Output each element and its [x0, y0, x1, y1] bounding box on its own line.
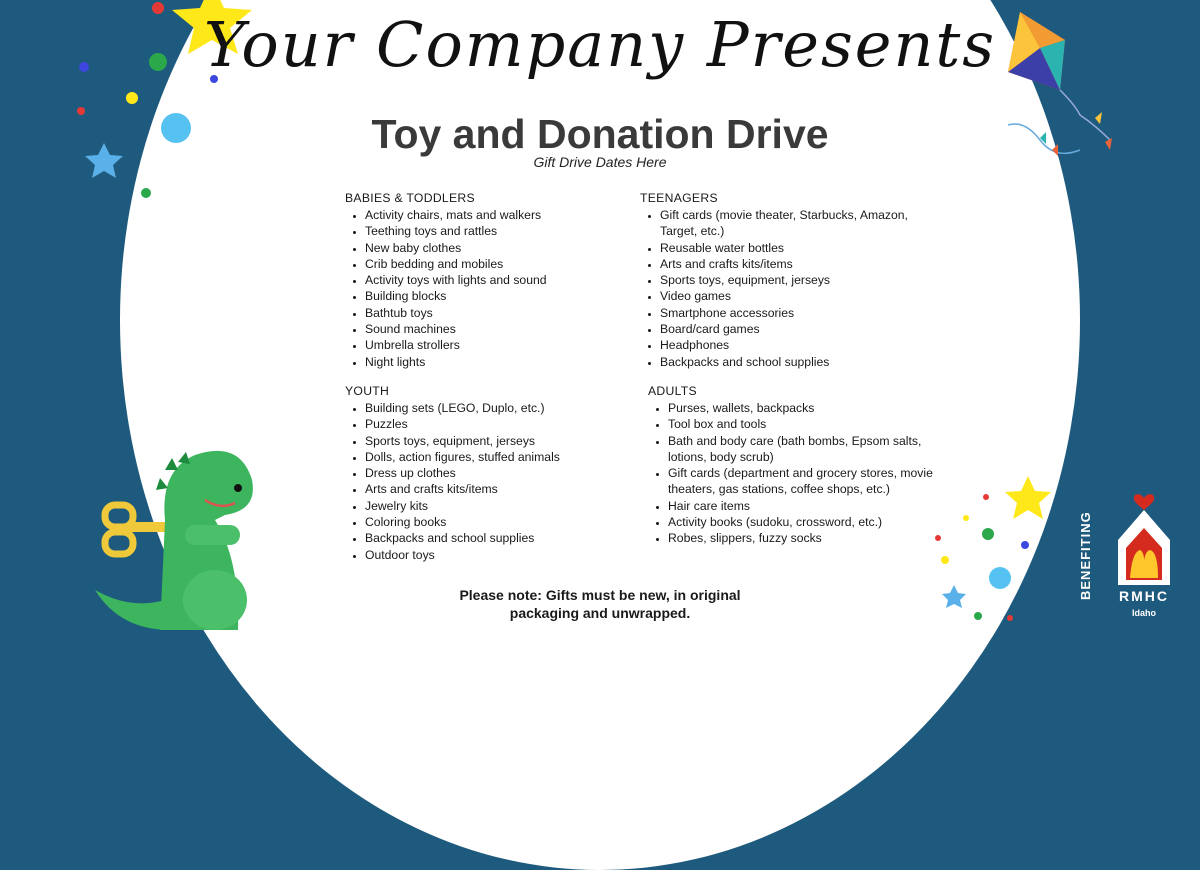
dot-icon	[963, 515, 969, 521]
list-item: • Teething toys and rattles	[365, 223, 615, 239]
list-item: • Building blocks	[365, 288, 615, 304]
list-item: • Reusable water bottles	[660, 240, 930, 256]
section-teenagers	[640, 191, 930, 370]
note-line: Please note: Gifts must be new, in original	[459, 587, 741, 603]
list-item: • Bath and body care (bath bombs, Epsom salts, lotions, body scrub)	[668, 433, 948, 466]
note	[400, 586, 800, 622]
list-item: • Activity toys with lights and sound	[365, 272, 615, 288]
list-item: • Board/card games	[660, 321, 930, 337]
list-item: • Outdoor toys	[365, 547, 615, 563]
list-item: • New baby clothes	[365, 240, 615, 256]
list-item: • Gift cards (department and grocery stores, movie theaters, gas stations, coffee shops, etc.)	[668, 465, 948, 498]
list-item: • Arts and crafts kits/items	[365, 481, 615, 497]
benefiting-label: BENEFITING	[1078, 511, 1093, 600]
list-item: • Arts and crafts kits/items	[660, 256, 930, 272]
logo-subtext: Idaho	[1132, 608, 1156, 618]
list-item: • Activity chairs, mats and walkers	[365, 207, 615, 223]
star-icon	[942, 585, 966, 608]
list-item: • Smartphone accessories	[660, 305, 930, 321]
dot-icon	[982, 528, 994, 540]
section-heading: TEENAGERS	[640, 191, 718, 205]
list-item: • Backpacks and school supplies	[365, 530, 615, 546]
section-babies	[345, 191, 615, 370]
list-item: • Activity books (sudoku, crossword, etc.)	[668, 514, 948, 530]
list-item: • Sound machines	[365, 321, 615, 337]
decorations-left	[0, 0, 300, 630]
list-item: • Umbrella strollers	[365, 337, 615, 353]
note-line: packaging and unwrapped.	[509, 605, 691, 621]
section-heading: YOUTH	[345, 384, 390, 398]
dot-icon	[974, 612, 982, 620]
list-item: • Hair care items	[668, 498, 948, 514]
list-item: • Video games	[660, 288, 930, 304]
dot-icon	[126, 92, 138, 104]
list-item: • Building sets (LEGO, Duplo, etc.)	[365, 400, 615, 416]
section-heading: ADULTS	[648, 384, 697, 398]
dinosaur-icon	[95, 451, 253, 630]
item-list	[648, 400, 948, 547]
section-heading: BABIES & TODDLERS	[345, 191, 475, 205]
list-item: • Tool box and tools	[668, 416, 948, 432]
item-list	[345, 400, 615, 563]
dot-icon	[941, 556, 949, 564]
list-item: • Purses, wallets, backpacks	[668, 400, 948, 416]
section-adults	[648, 384, 948, 547]
list-item: • Backpacks and school supplies	[660, 354, 930, 370]
list-item: • Gift cards (movie theater, Starbucks, Amazon, Target, etc.)	[660, 207, 930, 240]
dot-icon	[141, 188, 151, 198]
item-list	[345, 207, 615, 370]
list-item: • Night lights	[365, 354, 615, 370]
list-item: • Dress up clothes	[365, 465, 615, 481]
list-item: • Robes, slippers, fuzzy socks	[668, 530, 948, 546]
dot-icon	[983, 494, 989, 500]
script-title: Your Company Presents	[203, 8, 997, 81]
dot-icon	[989, 567, 1011, 589]
list-item: • Puzzles	[365, 416, 615, 432]
list-item: • Crib bedding and mobiles	[365, 256, 615, 272]
item-list	[640, 207, 930, 370]
subtitle: Gift Drive Dates Here	[533, 154, 667, 170]
dot-icon	[1007, 615, 1013, 621]
star-icon	[1005, 476, 1051, 519]
logo-text: RMHC	[1119, 588, 1169, 604]
list-item: • Headphones	[660, 337, 930, 353]
list-item: • Sports toys, equipment, jerseys	[660, 272, 930, 288]
page-title: Toy and Donation Drive	[371, 111, 829, 157]
list-item: • Dolls, action figures, stuffed animals	[365, 449, 615, 465]
list-item: • Coloring books	[365, 514, 615, 530]
list-item: • Sports toys, equipment, jerseys	[365, 433, 615, 449]
dot-icon	[1021, 541, 1029, 549]
list-item: • Bathtub toys	[365, 305, 615, 321]
section-youth	[345, 384, 615, 563]
list-item: • Jewelry kits	[365, 498, 615, 514]
